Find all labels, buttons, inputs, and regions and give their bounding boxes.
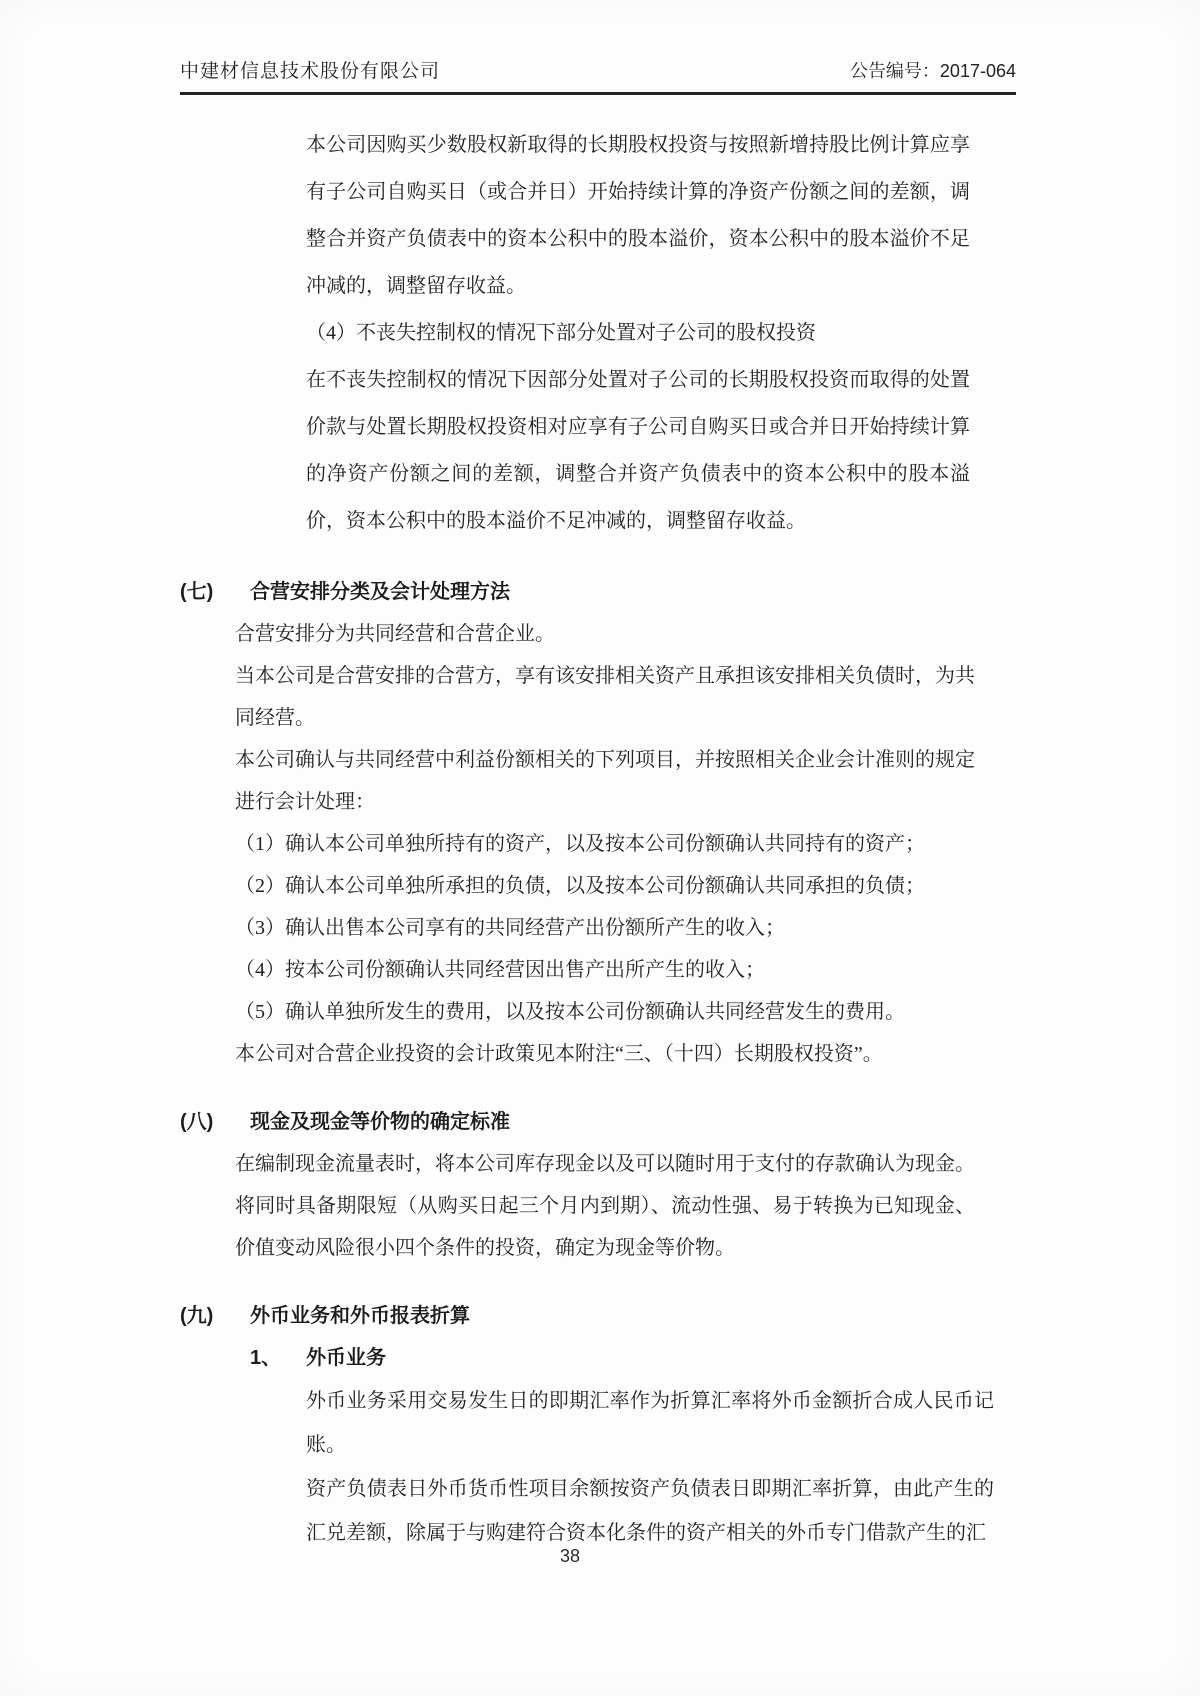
section-number: (八) bbox=[180, 1111, 214, 1133]
section-title: 外币业务和外币报表折算 bbox=[250, 1305, 470, 1327]
paragraph: 在不丧失控制权的情况下因部分处置对子公司的长期股权投资而取得的处置价款与处置长期股权投资相对应享有子公司自购买日或合并日开始持续计算的净资产份额之间的差额，调整合并资产负债表中的资本公积中的股本溢价，资本公积中的股本溢价不足冲减的，调整留存收益。 bbox=[306, 369, 970, 532]
section-heading bbox=[180, 1295, 1016, 1337]
paragraph: 在编制现金流量表时，将本公司库存现金以及可以随时用于支付的存款确认为现金。将同时具备期限短（从购买日起三个月内到期）、流动性强、易于转换为已知现金、价值变动风险很小四个条件的投资，确定为现金等价物。 bbox=[235, 1153, 975, 1259]
paragraph: 当本公司是合营安排的合营方，享有该安排相关资产且承担该安排相关负债时，为共同经营。 bbox=[235, 665, 975, 729]
paragraph: （4）不丧失控制权的情况下部分处置对子公司的股权投资 bbox=[306, 322, 816, 344]
paragraph: 外币业务采用交易发生日的即期汇率作为折算汇率将外币金额折合成人民币记账。 bbox=[306, 1390, 994, 1456]
page-footer bbox=[0, 1546, 1140, 1567]
continuation-block bbox=[306, 122, 970, 545]
section-number: (九) bbox=[180, 1305, 214, 1327]
announcement-number: 公告编号：2017-064 bbox=[849, 61, 1016, 81]
section-heading bbox=[180, 571, 1016, 613]
paragraph: 资产负债表日外币货币性项目余额按资产负债表日即期汇率折算，由此产生的汇兑差额，除属于与购建符合资本化条件的资产相关的外币专门借款产生的汇 bbox=[306, 1478, 994, 1544]
paragraph: 本公司因购买少数股权新取得的长期股权投资与按照新增持股比例计算应享有子公司自购买日（或合并日）开始持续计算的净资产份额之间的差额，调整合并资产负债表中的资本公积中的股本溢价，资本公积中的股本溢价不足冲减的，调整留存收益。 bbox=[306, 134, 970, 297]
section-heading bbox=[180, 1101, 1016, 1143]
company-name: 中建材信息技术股份有限公司 bbox=[180, 61, 441, 82]
list-item: （4）按本公司份额确认共同经营因出售产出所产生的收入； bbox=[235, 959, 765, 981]
subsection-number: 1、 bbox=[250, 1347, 282, 1369]
list-item: （5）确认单独所发生的费用，以及按本公司份额确认共同经营发生的费用。 bbox=[235, 1001, 905, 1023]
list-item: （3）确认出售本公司享有的共同经营产出份额所产生的收入； bbox=[235, 917, 785, 939]
section-8 bbox=[180, 1101, 1016, 1269]
section-body bbox=[235, 613, 975, 1075]
section-title: 现金及现金等价物的确定标准 bbox=[250, 1111, 510, 1133]
list-item: （2）确认本公司单独所承担的负债，以及按本公司份额确认共同承担的负债； bbox=[235, 875, 925, 897]
section-7 bbox=[180, 571, 1016, 1075]
page-body bbox=[180, 122, 1016, 1555]
section-9 bbox=[180, 1295, 1016, 1555]
page-number: 38 bbox=[559, 1546, 581, 1566]
section-title: 合营安排分类及会计处理方法 bbox=[250, 581, 510, 603]
paragraph: 本公司对合营企业投资的会计政策见本附注“三、（十四）长期股权投资”。 bbox=[235, 1043, 883, 1065]
section-body bbox=[235, 1143, 975, 1269]
paragraph: 本公司确认与共同经营中利益份额相关的下列项目，并按照相关企业会计准则的规定进行会计处理： bbox=[235, 749, 975, 813]
subsection-heading bbox=[250, 1337, 1016, 1379]
list-item: （1）确认本公司单独所持有的资产，以及按本公司份额确认共同持有的资产； bbox=[235, 833, 925, 855]
subsection-body bbox=[306, 1379, 994, 1555]
paragraph: 合营安排分为共同经营和合营企业。 bbox=[235, 623, 555, 645]
section-number: (七) bbox=[180, 581, 214, 603]
page-header bbox=[180, 56, 1016, 95]
subsection-title: 外币业务 bbox=[306, 1347, 386, 1369]
